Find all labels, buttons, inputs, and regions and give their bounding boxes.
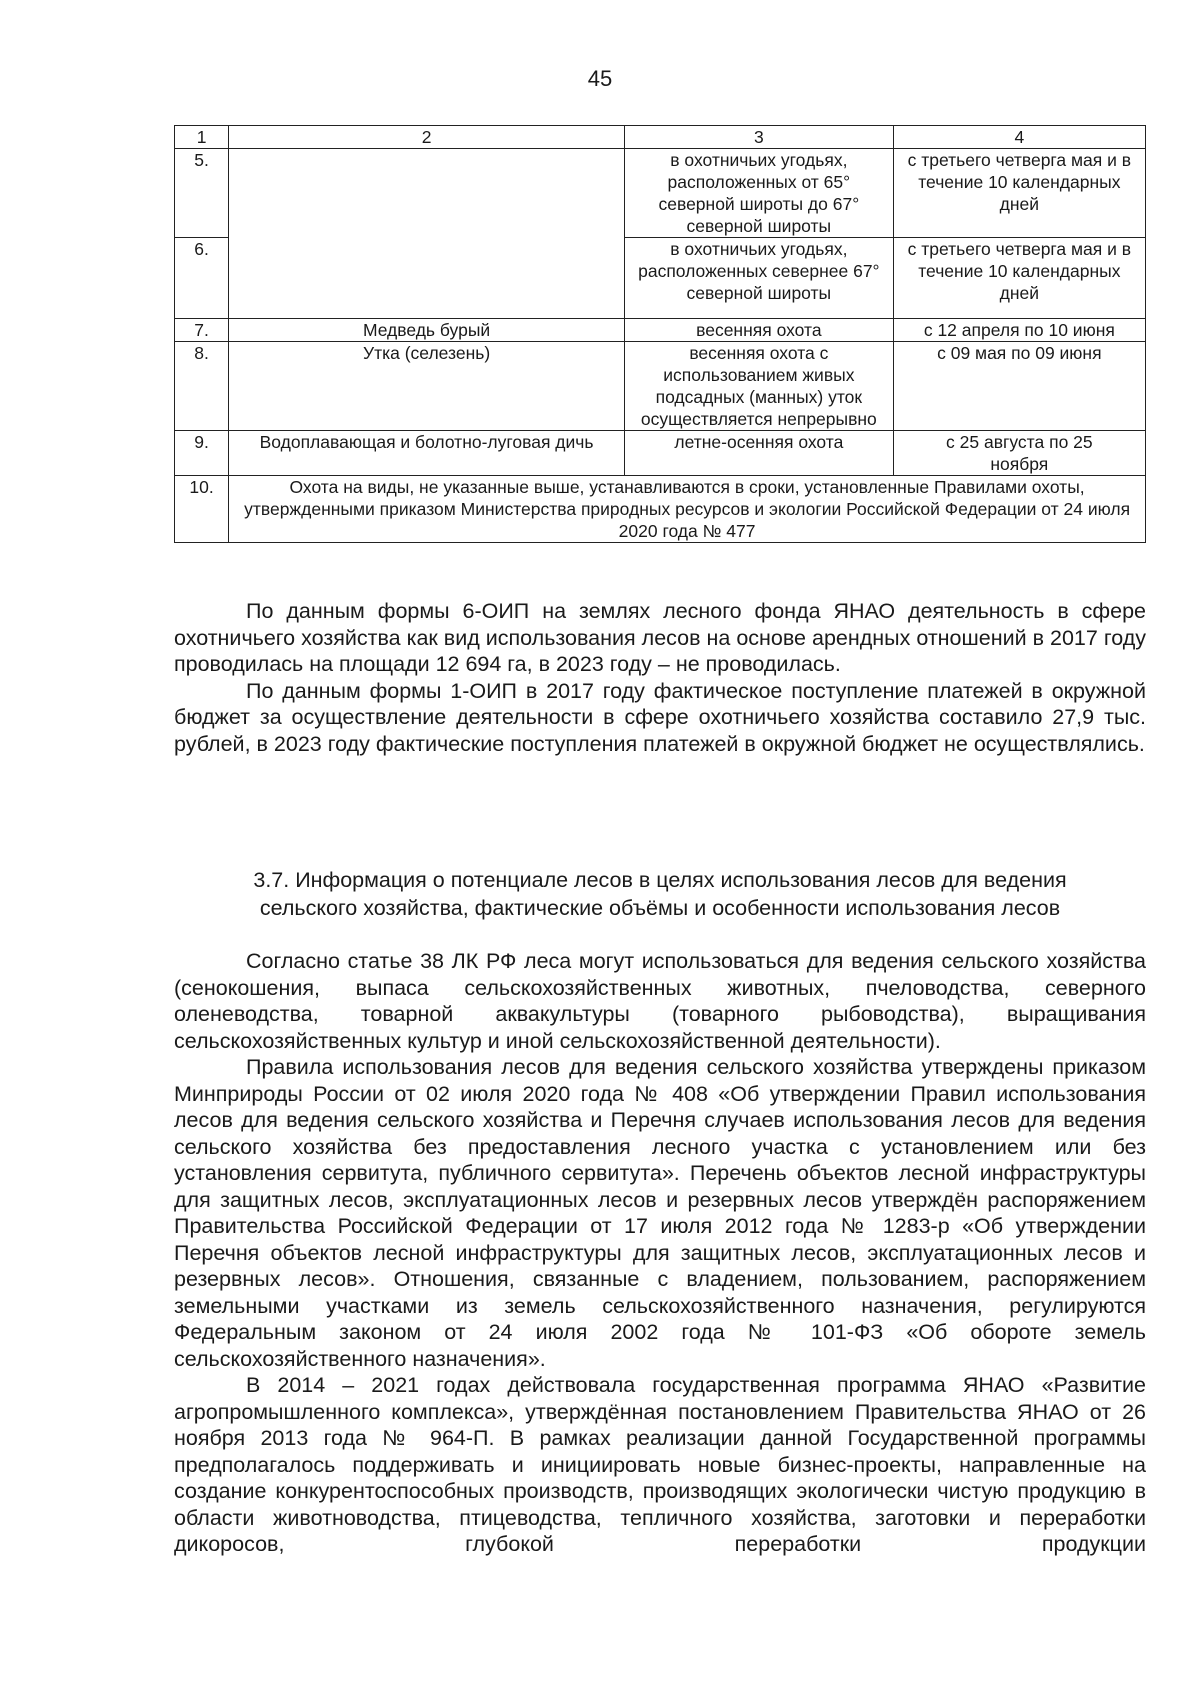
period-cell: с 09 мая по 09 июня [893, 342, 1145, 431]
period-cell: с третьего четверга мая и в течение 10 календарных дней [893, 238, 1145, 319]
species-cell: Утка (селезень) [229, 342, 625, 431]
header-cell: 1 [175, 126, 229, 149]
table-row [175, 342, 1146, 431]
period-cell: с 25 августа по 25 ноября [893, 431, 1145, 476]
header-cell: 3 [625, 126, 894, 149]
table-row [175, 431, 1146, 476]
hunt-type-cell: весенняя охота [625, 319, 894, 342]
paragraph: По данным формы 6-ОИП на землях лесного фонда ЯНАО деятельность в сфере охотничьего хозяйства как вид использования лесов на основе арендных отношений в 2017 году проводилась на площади 12 694 га, в 2023 году – не проводилась. [174, 599, 1146, 676]
period-cell: с третьего четверга мая и в течение 10 календарных дней [893, 149, 1145, 238]
paragraph: По данным формы 1-ОИП в 2017 году фактическое поступление платежей в окружной бюджет за осуществление деятельности в сфере охотничьего хозяйства составило 27,9 тыс. рублей, в 2023 году фактические поступления платежей в окружной бюджет не осуществлялись. [174, 678, 1146, 756]
row-number: 9. [175, 431, 229, 476]
species-cell [229, 149, 625, 238]
header-cell: 2 [229, 126, 625, 149]
header-cell: 4 [893, 126, 1145, 149]
hunt-type-cell: весенняя охота с использованием живых подсадных (манных) уток осуществляется непрерывно [625, 342, 894, 431]
paragraph: Правила использования лесов для ведения сельского хозяйства утверждены приказом Минприроды России от 02 июля 2020 года № 408 «Об утверждении Правил использования лесов для ведения сельского хозяйства и Перечня случаев использования лесов для ведения сельского хозяйства без предоставления лесного участка с установлением или без установления сервитута, публичного сервитута». Перечень объектов лесной инфраструктуры для защитных лесов, эксплуатационных лесов и резервных лесов утверждён распоряжением Правительства Российской Федерации от 17 июля 2012 года № 1283-р «Об утверждении Перечня объектов лесной инфраструктуры для защитных лесов, эксплуатационных лесов и резервных лесов». Отношения, связанные с владением, пользованием, распоряжением земельными участками из земель сельскохозяйственного назначения, регулируются Федеральным законом от 24 июля 2002 года № 101-ФЗ «Об обороте земель сельскохозяйственного назначения». [174, 1055, 1146, 1371]
body-text-bottom [174, 948, 1146, 1558]
hunt-type-cell: в охотничьих угодьях, расположенных от 65° северной широты до 67° северной широты [625, 149, 894, 238]
table-header-row [175, 126, 1146, 149]
section-heading-line: сельского хозяйства, фактические объёмы и особенности использования лесов [259, 896, 1061, 920]
table-row [175, 238, 1146, 319]
period-cell: с 12 апреля по 10 июня [893, 319, 1145, 342]
paragraph: Согласно статье 38 ЛК РФ леса могут использоваться для ведения сельского хозяйства (сенокошения, выпаса сельскохозяйственных животных, пчеловодства, северного оленеводства, товарной аквакультуры (товарного рыбоводства), выращивания сельскохозяйственных культур и иной сельскохозяйственной деятельности). [174, 949, 1146, 1053]
species-cell: Медведь бурый [229, 319, 625, 342]
row-number: 5. [175, 149, 229, 238]
hunt-type-cell: в охотничьих угодьях, расположенных севернее 67° северной широты [625, 238, 894, 319]
species-cell: Водоплавающая и болотно-луговая дичь [229, 431, 625, 476]
row-number: 6. [175, 238, 229, 319]
page-number: 45 [587, 66, 613, 91]
table-row [175, 149, 1146, 238]
row-number: 10. [175, 476, 229, 543]
row-number: 8. [175, 342, 229, 431]
row-number: 7. [175, 319, 229, 342]
hunt-type-cell: летне-осенняя охота [625, 431, 894, 476]
table-row [175, 319, 1146, 342]
other-species-note: Охота на виды, не указанные выше, устанавливаются в сроки, установленные Правилами охоты, утвержденными приказом Министерства природных ресурсов и экологии Российской Федерации от 24 июля 2020 года № 477 [229, 476, 1146, 543]
species-cell [229, 238, 625, 319]
body-text-top [174, 598, 1146, 757]
paragraph: В 2014 – 2021 годах действовала государственная программа ЯНАО «Развитие агропромышленного комплекса», утверждённая постановлением Правительства ЯНАО от 26 ноября 2013 года № 964-П. В рамках реализации данной Государственной программы предполагалось поддерживать и инициировать новые бизнес-проекты, направленные на создание конкурентоспособных производств, производящих экологически чистую продукцию в области животноводства, птицеводства, тепличного хозяйства, заготовки и переработки дикоросов, глубокой переработки продукции [174, 1373, 1146, 1556]
section-heading [174, 866, 1146, 922]
hunting-seasons-table [174, 125, 1146, 543]
table-row [175, 476, 1146, 543]
section-heading-line: 3.7. Информация о потенциале лесов в целях использования лесов для ведения [253, 868, 1067, 892]
